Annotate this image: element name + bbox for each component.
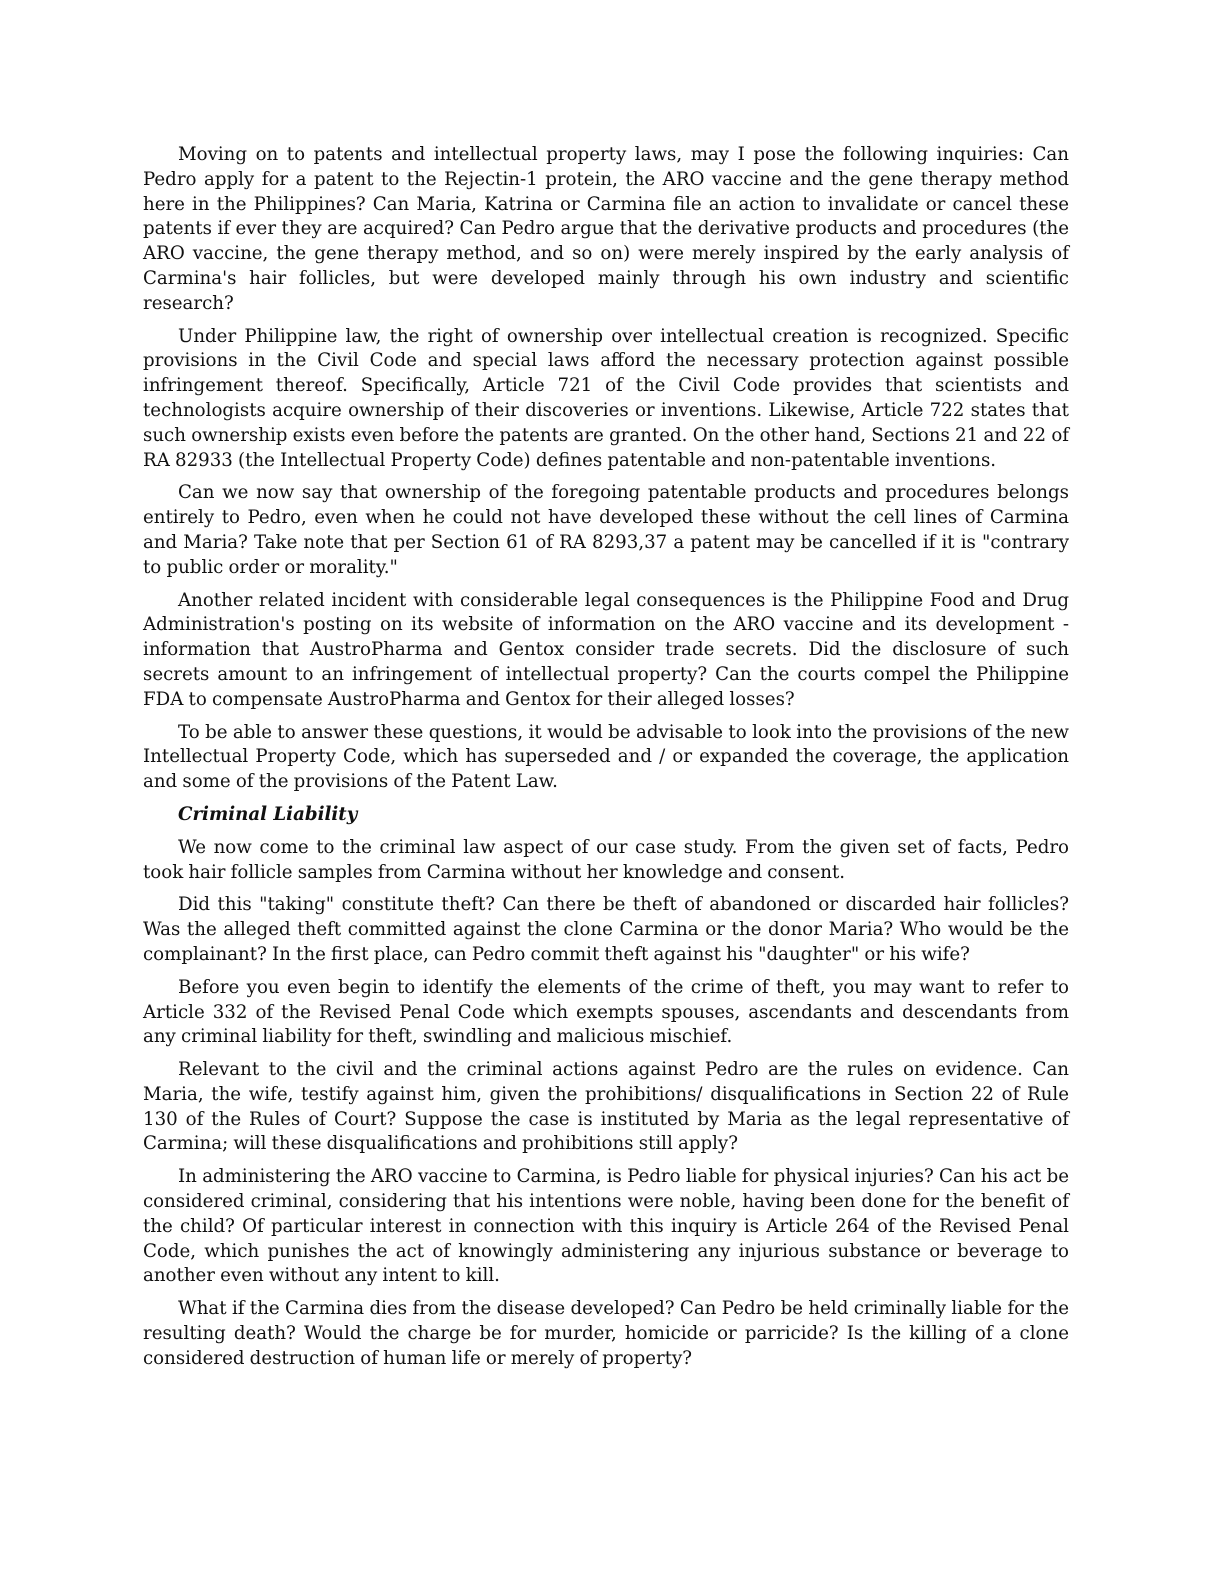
paragraph-criminal-aspect: We now come to the criminal law aspect of our case study. From the given set of facts, Pedro took hair follicle samples from Carmina without her knowledge and consent. — [143, 836, 1069, 883]
paragraph-fda-disclosure: Another related incident with considerable legal consequences is the Philippine Food and Drug Administration's posting on its website of information on the ARO vaccine and its development - information that AustroPharma and Gentox consider trade secrets. Did the disclosure of such secrets amount to an infringement of intellectual property? Can the courts compel the Philippine FDA to compensate AustroPharma and Gentox for their alleged losses? — [143, 589, 1069, 710]
paragraph-resulting-death: What if the Carmina dies from the disease developed? Can Pedro be held criminally liable for the resulting death? Would the charge be for murder, homicide or parricide? Is the killing of a clone considered destruction of human life or merely of property? — [143, 1298, 1069, 1369]
document-page — [143, 143, 1069, 1380]
section-heading: Criminal Liability — [178, 803, 358, 825]
paragraph-rules-on-evidence: Relevant to the civil and the criminal actions against Pedro are the rules on evidence. Can Maria, the wife, testify against him, given the prohibitions/ disqualifications in Section 22 of Rule 130 of the Rules of Court? Suppose the case is instituted by Maria as the legal representative of Carmina; will these disqualifications and prohibitions still apply? — [143, 1059, 1069, 1155]
paragraph-patent-inquiries: Moving on to patents and intellectual property laws, may I pose the following inquiries: Can Pedro apply for a patent to the Rejectin-1 protein, the ARO vaccine and the gene therapy method here in the Philippines? Can Maria, Katrina or Carmina file an action to invalidate or cancel these patents if ever they are acquired? Can Pedro argue that the derivative products and procedures (the ARO vaccine, the gene therapy method, and so on) were merely inspired by the early analysis of Carmina's hair follicles, but were developed mainly through his own industry and scientific research? — [143, 144, 1069, 314]
paragraph-physical-injuries: In administering the ARO vaccine to Carmina, is Pedro liable for physical injuries? Can his act be considered criminal, considering that his intentions were noble, having been done for the benefit of the child? Of particular interest in connection with this inquiry is Article 264 of the Revised Penal Code, which punishes the act of knowingly administering any injurious substance or beverage to another even without any intent to kill. — [143, 1166, 1069, 1287]
paragraph-philippine-law: Under Philippine law, the right of ownership over intellectual creation is recognized. Specific provisions in the Civil Code and special laws afford the necessary protection against possible infringement thereof. Specifically, Article 721 of the Civil Code provides that scientists and technologists acquire ownership of their discoveries or inventions. Likewise, Article 722 states that such ownership exists even before the patents are granted. On the other hand, Sections 21 and 22 of RA 82933 (the Intellectual Property Code) defines patentable and non-patentable inventions. — [143, 325, 1069, 471]
paragraph-ownership: Can we now say that ownership of the foregoing patentable products and procedures belongs entirely to Pedro, even when he could not have developed these without the cell lines of Carmina and Maria? Take note that per Section 61 of RA 8293,37 a patent may be cancelled if it is "contrary to public order or morality." — [143, 482, 1069, 578]
paragraph-theft-questions: Did this "taking" constitute theft? Can there be theft of abandoned or discarded hair follicles? Was the alleged theft committed against the clone Carmina or the donor Maria? Who would be the complainant? In the first place, can Pedro commit theft against his "daughter" or his wife? — [143, 894, 1069, 965]
paragraph-article-332: Before you even begin to identify the elements of the crime of theft, you may want to refer to Article 332 of the Revised Penal Code which exempts spouses, ascendants and descendants from any criminal liability for theft, swindling and malicious mischief. — [143, 976, 1069, 1048]
paragraph-ip-code: To be able to answer these questions, it would be advisable to look into the provisions of the new Intellectual Property Code, which has superseded and / or expanded the coverage, the application and some of the provisions of the Patent Law. — [143, 721, 1069, 793]
